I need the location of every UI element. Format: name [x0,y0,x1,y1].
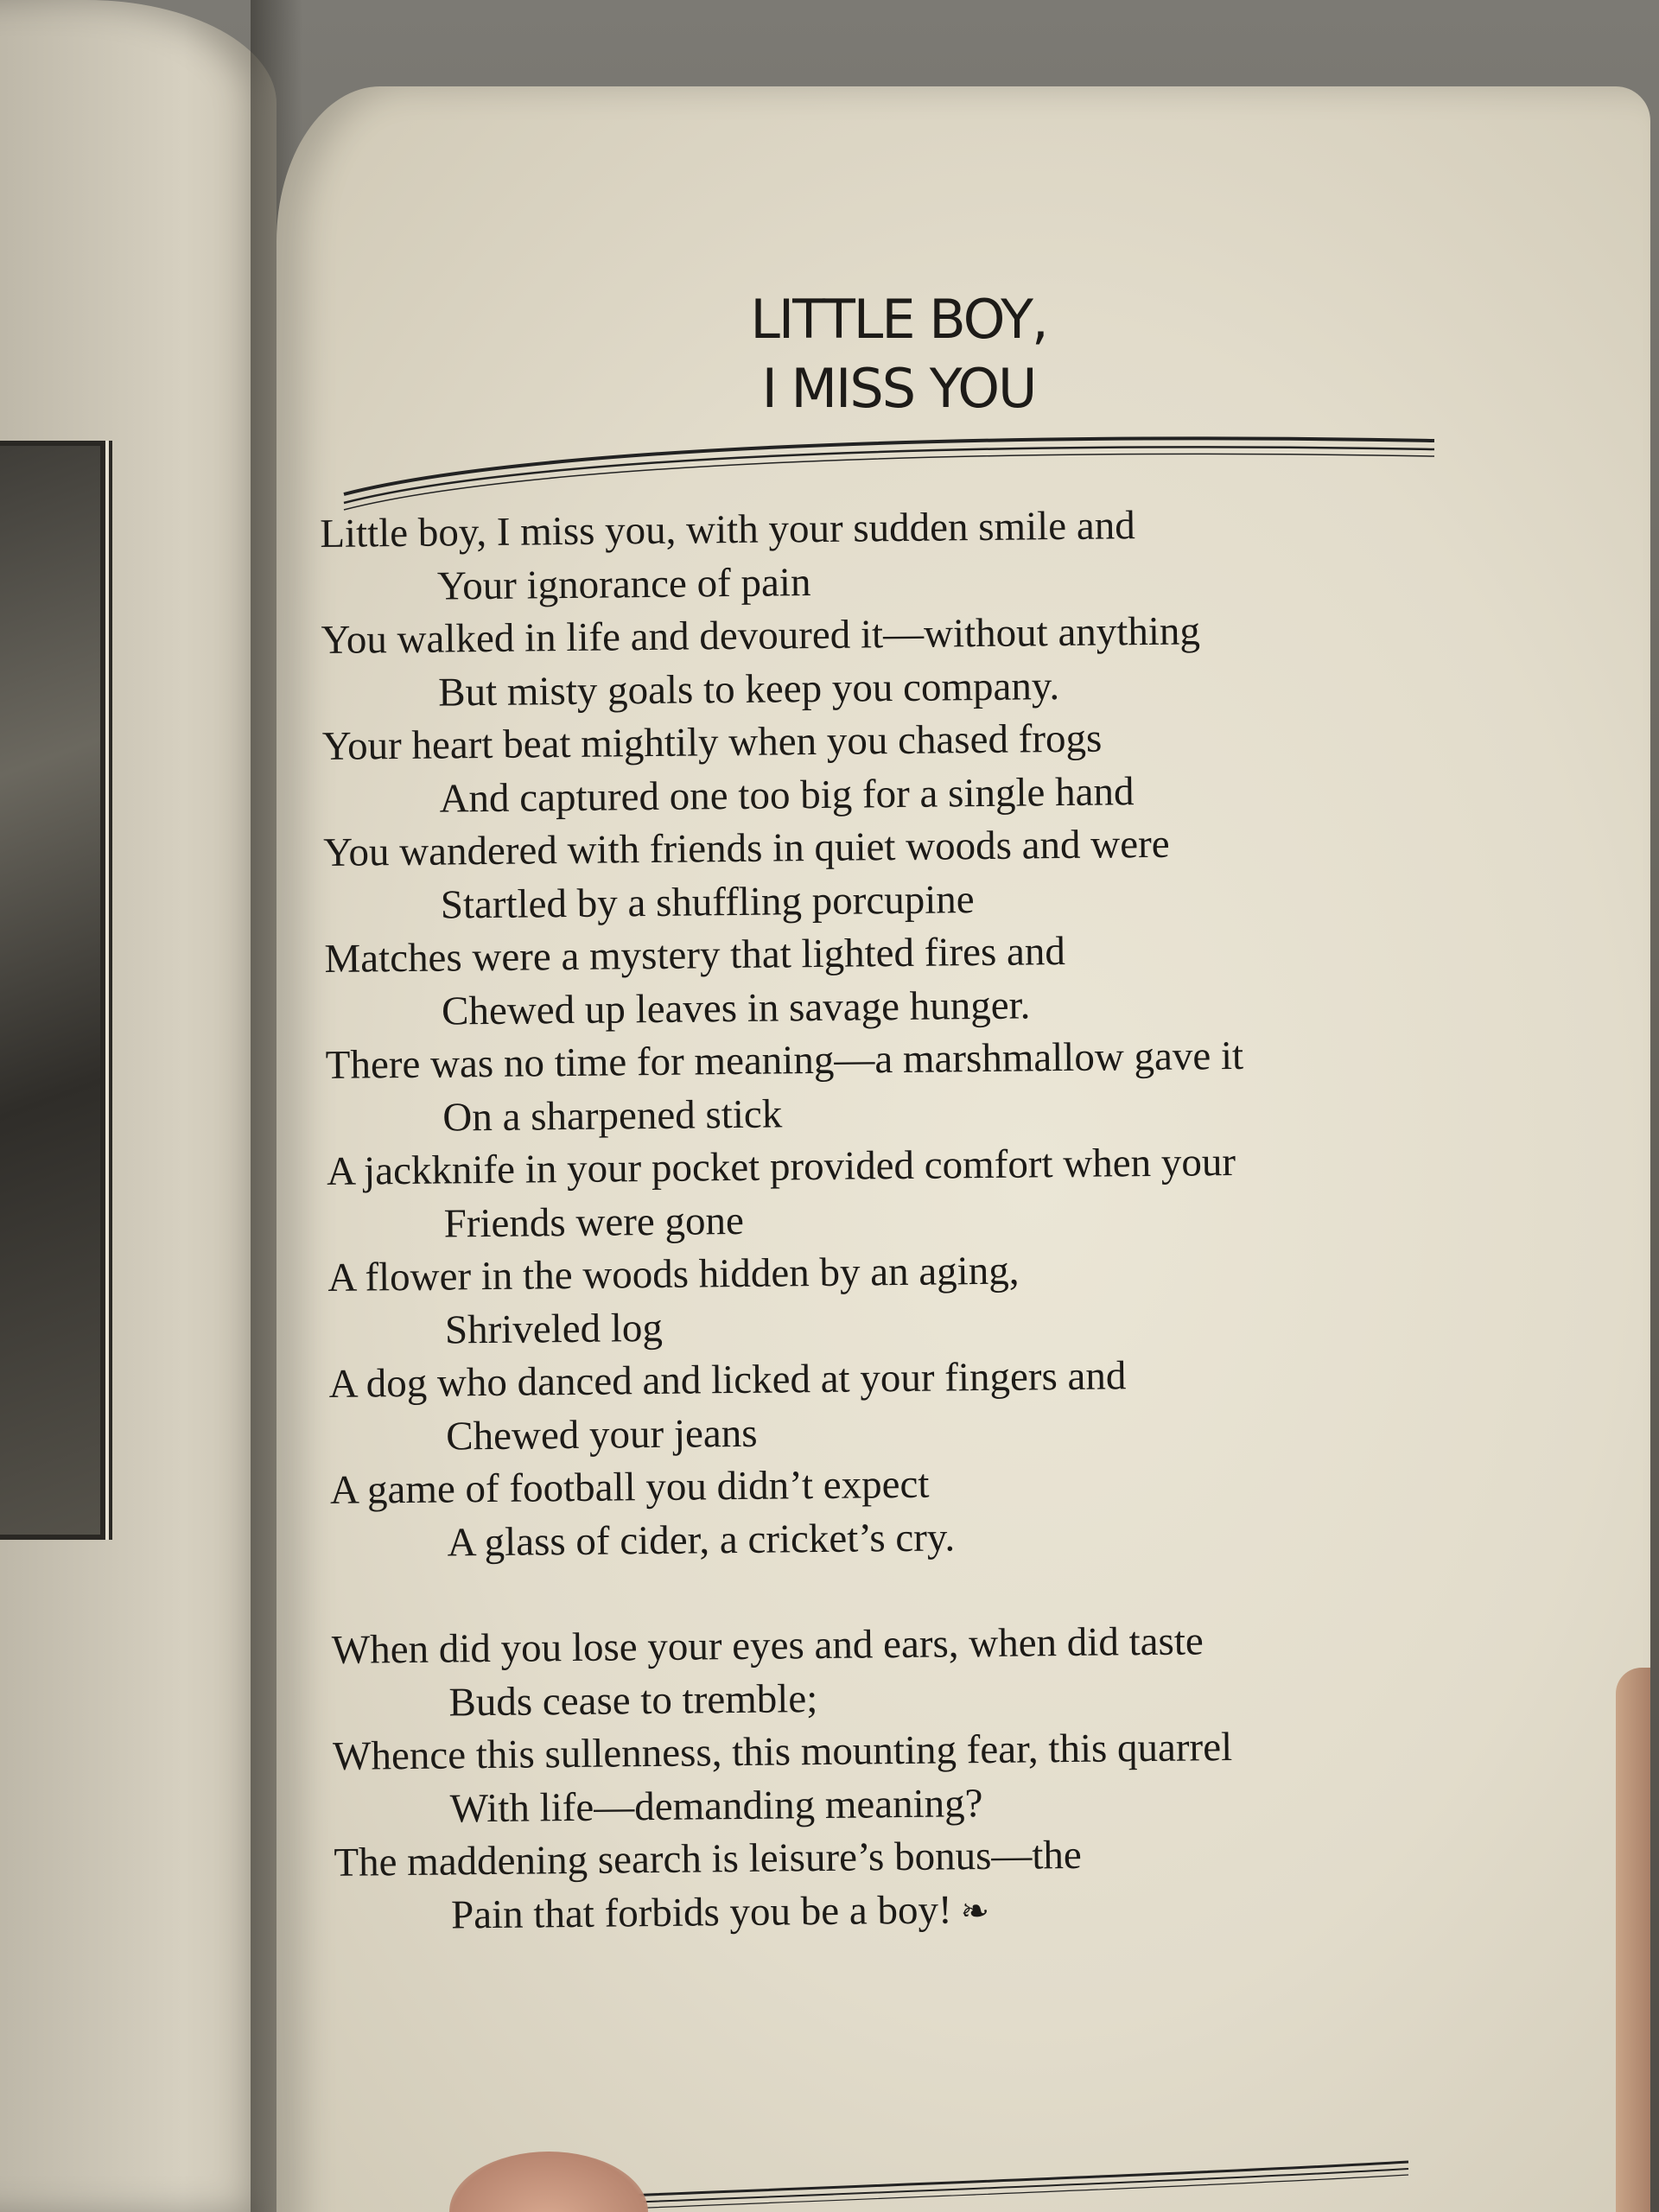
poem-title [0,285,1659,423]
poem-line-text: Chewed up leaves in savage hunger. [441,982,1031,1034]
poem-line-text: Chewed your jeans [445,1410,758,1459]
poem-line-text: Whence this sullenness, this mounting fear, this quarrel [332,1725,1233,1779]
poem-body [320,497,1440,1943]
poem-line-text: You walked in life and devoured it—without anything [321,608,1201,663]
poem-line-text: Your ignorance of pain [436,559,811,609]
poem-line-text: Startled by a shuffling porcupine [440,876,975,928]
poem-line-text: A glass of cider, a cricket’s cry. [447,1514,956,1566]
footer-rule [0,2143,1659,2212]
poem-line-text: When did you lose your eyes and ears, when did taste [331,1618,1204,1673]
flourish-icon: ❧ [960,1891,990,1930]
poem-line-text: The maddening search is leisure’s bonus—the [334,1832,1083,1885]
poem-line-text: Buds cease to tremble; [448,1675,818,1726]
poem-line-text: But misty goals to keep you company. [437,663,1060,715]
poem-line-text: A dog who danced and licked at your fingers and [328,1353,1127,1407]
poem-line-text: A flower in the woods hidden by an aging, [327,1248,1020,1300]
poem-line-text: With life—demanding meaning? [449,1780,983,1832]
poem-line-text: Friends were gone [443,1198,745,1247]
poem-line-text: You wandered with friends in quiet woods and were [322,821,1170,875]
left-page-photo [0,441,105,1540]
poem-line-text: And captured one too big for a single hand [439,768,1135,822]
poem-line-text: A jackknife in your pocket provided comfort when your [326,1139,1236,1194]
poem-line-text: There was no time for meaning—a marshmallow gave it [325,1033,1244,1088]
thumb-edge [1616,1668,1650,2212]
poem-line-text: Your heart beat mightily when you chased frogs [321,715,1103,769]
title-line-2: I MISS YOU [761,357,1036,420]
poem-line-text: Shriveled log [444,1305,664,1353]
poem-line-text: Little boy, I miss you, with your sudden smile and [320,503,1135,556]
poem-line-text: Pain that forbids you be a boy! [450,1886,952,1937]
poem-line-text: Matches were a mystery that lighted fires and [324,928,1066,982]
poem-line-text: A game of football you didn’t expect [329,1461,930,1513]
title-line-1: LITTLE BOY, [750,288,1047,351]
poem-line-text: On a sharpened stick [442,1090,783,1141]
